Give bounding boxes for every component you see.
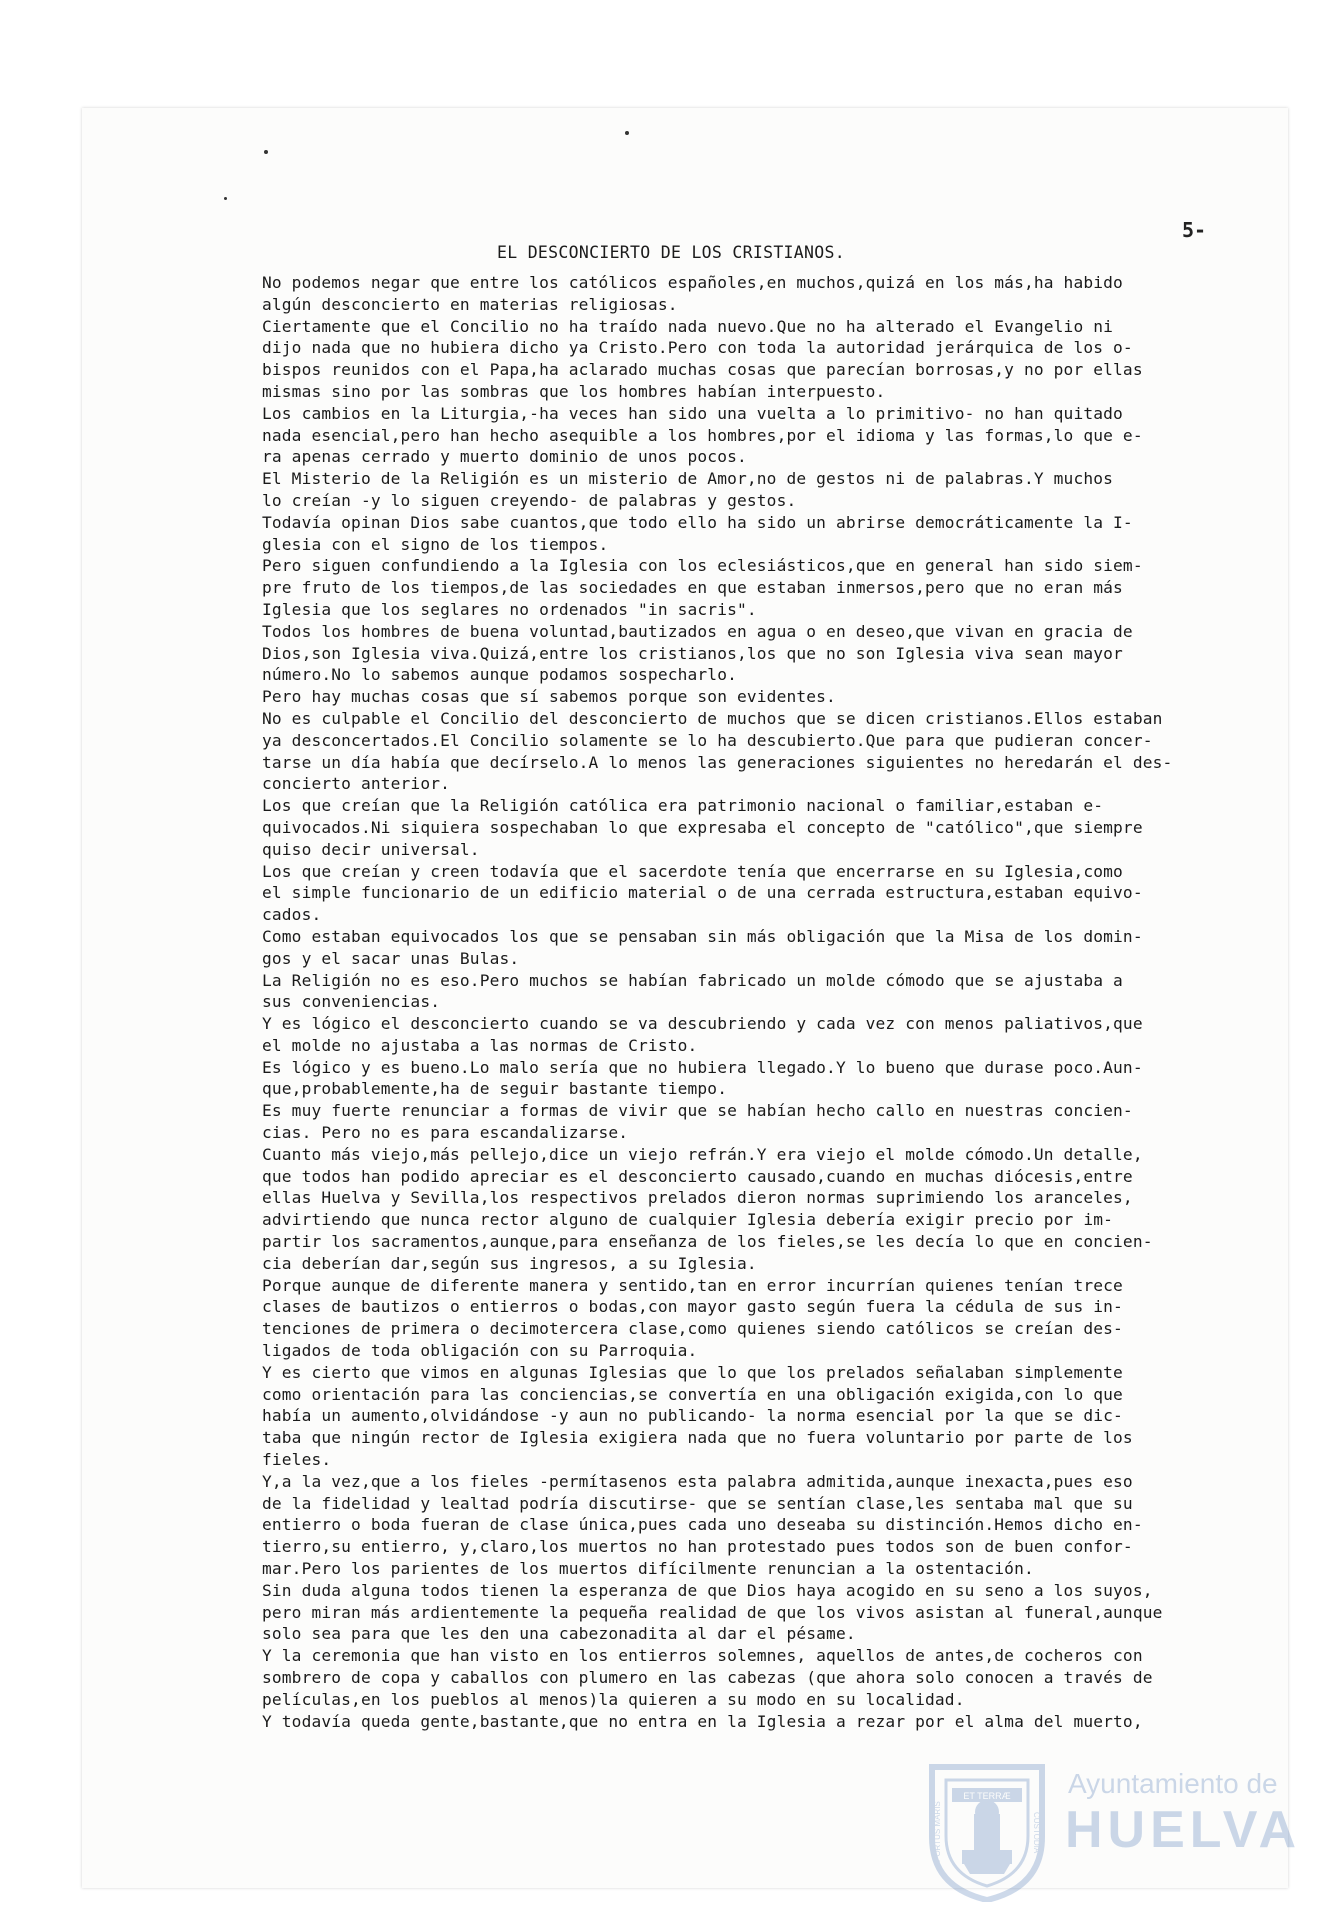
svg-text:PORTUS MARIS: PORTUS MARIS xyxy=(933,1801,942,1862)
text-line: Y la ceremonia que han visto en los entierros solemnes, aquellos de antes,de cocheros con xyxy=(262,1646,1143,1666)
watermark-line-2: HUELVA xyxy=(1065,1801,1302,1859)
text-line: dijo nada que no hubiera dicho ya Cristo.Pero con toda la autoridad jerárquica de los o- xyxy=(262,338,1133,358)
text-line: Iglesia que los seglares no ordenados "in sacris". xyxy=(262,599,757,619)
text-line: Pero siguen confundiendo a la Iglesia con los eclesiásticos,que en general han sido siem- xyxy=(262,556,1143,576)
text-line: ligados de toda obligación con su Parroquia. xyxy=(262,1341,698,1361)
text-line: No es culpable el Concilio del desconcierto de muchos que se dicen cristianos.Ellos estaban xyxy=(262,708,1163,728)
text-line: quivocados.Ni siquiera sospechaban lo que expresaba el concepto de "católico",que siempre xyxy=(262,817,1143,837)
text-line: La Religión no es eso.Pero muchos se habían fabricado un molde cómodo que se ajustaba a xyxy=(262,970,1123,990)
text-line: Dios,son Iglesia viva.Quizá,entre los cristianos,los que no son Iglesia viva sean mayor xyxy=(262,643,1123,663)
text-line: cados. xyxy=(262,905,322,925)
text-line: quiso decir universal. xyxy=(262,839,480,859)
text-line: ra apenas cerrado y muerto dominio de unos pocos. xyxy=(262,447,747,467)
text-line: solo sea para que les den una cabezonadita al dar el pésame. xyxy=(262,1624,856,1644)
text-line: que todos han podido apreciar es el desconcierto causado,cuando en muchas diócesis,entre xyxy=(262,1166,1133,1186)
text-line: ellas Huelva y Sevilla,los respectivos prelados dieron normas suprimiendo los aranceles, xyxy=(262,1188,1133,1208)
text-line: entierro o boda fueran de clase única,pues cada uno deseaba su distinción.Hemos dicho en- xyxy=(262,1515,1143,1535)
text-line: Cuanto más viejo,más pellejo,dice un viejo refrán.Y era viejo el molde cómodo.Un detalle, xyxy=(262,1144,1143,1164)
text-line: taba que ningún rector de Iglesia exigiera nada que no fuera voluntario por parte de los xyxy=(262,1428,1133,1448)
ink-speck xyxy=(625,131,629,135)
text-line: algún desconcierto en materias religiosas. xyxy=(262,294,678,314)
text-line: pre fruto de los tiempos,de las sociedades en que estaban inmersos,pero que no eran más xyxy=(262,578,1123,598)
text-line: mismas sino por las sombras que los hombres habían interpuesto. xyxy=(262,381,886,401)
text-line: lo creían -y lo siguen creyendo- de palabras y gestos. xyxy=(262,490,797,510)
text-line: tenciones de primera o decimotercera clase,como quienes siendo católicos se creían des- xyxy=(262,1319,1123,1339)
ink-speck xyxy=(264,150,268,154)
text-line: Y todavía queda gente,bastante,que no entra en la Iglesia a rezar por el alma del muerto, xyxy=(262,1711,1143,1731)
text-line: pero miran más ardientemente la pequeña realidad de que los vivos asistan al funeral,aunque xyxy=(262,1602,1163,1622)
watermark-line-1: Ayuntamiento de xyxy=(1068,1768,1278,1799)
page-title: EL DESCONCIERTO DE LOS CRISTIANOS. xyxy=(497,243,845,262)
text-line: gos y el sacar unas Bulas. xyxy=(262,948,520,968)
text-line: Pero hay muchas cosas que sí sabemos porque son evidentes. xyxy=(262,687,836,707)
text-line: mar.Pero los parientes de los muertos difícilmente renuncian a la ostentación. xyxy=(262,1559,1034,1579)
ink-speck xyxy=(224,197,227,200)
svg-text:ET TERRÆ: ET TERRÆ xyxy=(963,1791,1011,1801)
city-seal-icon xyxy=(922,1752,1052,1902)
text-line: El Misterio de la Religión es un misterio de Amor,no de gestos ni de palabras.Y muchos xyxy=(262,469,1114,489)
text-line: Los que creían que la Religión católica era patrimonio nacional o familiar,estaban e- xyxy=(262,796,1104,816)
text-line: concierto anterior. xyxy=(262,774,451,794)
text-line: número.No lo sabemos aunque podamos sospecharlo. xyxy=(262,665,737,685)
svg-text:CUSTODIA: CUSTODIA xyxy=(1032,1812,1041,1854)
text-line: Los cambios en la Liturgia,-ha veces han sido una vuelta a lo primitivo- no han quitado xyxy=(262,403,1123,423)
text-line: tierro,su entierro, y,claro,los muertos no han protestado pues todos son de buen confor- xyxy=(262,1537,1133,1557)
text-line: Ciertamente que el Concilio no ha traído nada nuevo.Que no ha alterado el Evangelio ni xyxy=(262,316,1114,336)
text-line: cias. Pero no es para escandalizarse. xyxy=(262,1123,629,1143)
text-line: Es muy fuerte renunciar a formas de vivir que se habían hecho callo en nuestras concien- xyxy=(262,1101,1133,1121)
text-line: partir los sacramentos,aunque,para enseñanza de los fieles,se les decía lo que en concien- xyxy=(262,1232,1153,1252)
text-line: sombrero de copa y caballos con plumero en las cabezas (que ahora solo conocen a través de xyxy=(262,1668,1153,1687)
text-line: Todos los hombres de buena voluntad,bautizados en agua o en deseo,que vivan en gracia de xyxy=(262,621,1133,641)
text-line: tarse un día había que decírselo.A lo menos las generaciones siguientes no heredarán el des- xyxy=(262,752,1173,772)
page-number: 5- xyxy=(1182,218,1207,242)
ayuntamiento-watermark xyxy=(922,1752,1302,1902)
text-line: Porque aunque de diferente manera y sentido,tan en error incurrían quienes tenían trece xyxy=(262,1275,1123,1295)
text-line: de la fidelidad y lealtad podría discutirse- que se sentían clase,les sentaba mal que su xyxy=(262,1493,1133,1513)
text-line: Y,a la vez,que a los fieles -permítasenos esta palabra admitida,aunque inexacta,pues eso xyxy=(262,1471,1133,1491)
text-line: cia deberían dar,según sus ingresos, a su Iglesia. xyxy=(262,1253,757,1273)
text-line: que,probablemente,ha de seguir bastante tiempo. xyxy=(262,1079,728,1099)
text-line: había un aumento,olvidándose -y aun no publicando- la norma esencial por la que se dic- xyxy=(262,1406,1123,1426)
text-line: No podemos negar que entre los católicos españoles,en muchos,quizá en los más,ha habido xyxy=(262,273,1123,292)
text-line: Es lógico y es bueno.Lo malo sería que no hubiera llegado.Y lo bueno que durase poco.Aun- xyxy=(262,1057,1143,1077)
text-line: películas,en los pueblos al menos)la quieren a su modo en su localidad. xyxy=(262,1689,965,1709)
body-text xyxy=(262,272,1262,1732)
text-line: clases de bautizos o entierros o bodas,con mayor gasto según fuera la cédula de sus in- xyxy=(262,1297,1123,1317)
text-line: como orientación para las conciencias,se convertía en una obligación exigida,con lo que xyxy=(262,1384,1123,1404)
text-line: Como estaban equivocados los que se pensaban sin más obligación que la Misa de los domin- xyxy=(262,926,1143,946)
text-line: Y es lógico el desconcierto cuando se va descubriendo y cada vez con menos paliativos,que xyxy=(262,1014,1143,1034)
text-line: el simple funcionario de un edificio material o de una cerrada estructura,estaban equivo- xyxy=(262,883,1143,903)
text-line: bispos reunidos con el Papa,ha aclarado muchas cosas que parecían borrosas,y no por ellas xyxy=(262,360,1143,380)
text-line: Todavía opinan Dios sabe cuantos,que todo ello ha sido un abrirse democráticamente la I- xyxy=(262,512,1133,532)
text-line: fieles. xyxy=(262,1450,332,1470)
text-line: ya desconcertados.El Concilio solamente se lo ha descubierto.Que para que pudieran concer- xyxy=(262,730,1153,750)
text-line: advirtiendo que nunca rector alguno de cualquier Iglesia debería exigir precio por im- xyxy=(262,1210,1114,1230)
text-line: sus conveniencias. xyxy=(262,992,441,1012)
text-line: Los que creían y creen todavía que el sacerdote tenía que encerrarse en su Iglesia,como xyxy=(262,861,1123,881)
text-line: Sin duda alguna todos tienen la esperanza de que Dios haya acogido en su seno a los suyos, xyxy=(262,1580,1153,1600)
text-line: el molde no ajustaba a las normas de Cristo. xyxy=(262,1035,698,1055)
text-line: Y es cierto que vimos en algunas Iglesias que lo que los prelados señalaban simplemente xyxy=(262,1362,1123,1382)
text-line: nada esencial,pero han hecho asequible a los hombres,por el idioma y las formas,lo que e- xyxy=(262,425,1143,445)
text-line: glesia con el signo de los tiempos. xyxy=(262,534,609,554)
